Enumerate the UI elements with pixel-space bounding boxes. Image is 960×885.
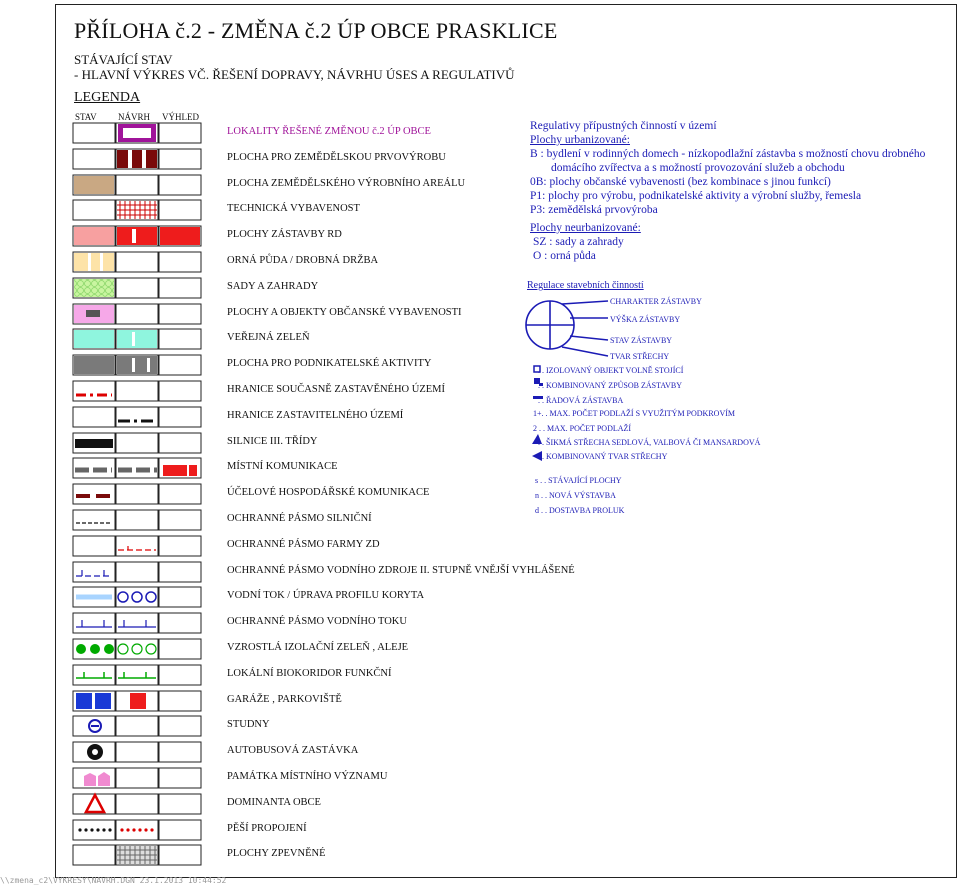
legend-label: LOKÁLNÍ BIOKORIDOR FUNKČNÍ [227, 668, 392, 679]
legend-label: MÍSTNÍ KOMUNIKACE [227, 461, 338, 472]
file-path-footer: \\zmena_c2\VYKRESY\NAVRH.DGN 23.1.2013 10:44:52 [0, 876, 227, 885]
legend-symbol-box [159, 768, 201, 788]
legend-symbol-box [159, 175, 201, 195]
legend-symbol-box [159, 716, 201, 736]
legend-label: VODNÍ TOK / ÚPRAVA PROFILU KORYTA [227, 590, 425, 601]
legend-symbol-box [116, 562, 158, 582]
legend-label: GARÁŽE , PARKOVIŠTĚ [227, 694, 342, 705]
legend-symbol-box [116, 665, 158, 685]
legend-label: STUDNY [227, 719, 270, 730]
regulation-item-combined-roof: . . KOMBINOVANÝ TVAR STŘECHY [538, 452, 668, 461]
legend-symbol-box [159, 200, 201, 220]
column-header-stav: STAV [75, 112, 97, 122]
regulation-item-pitched-roof: . . ŠIKMÁ STŘECHA SEDLOVÁ, VALBOVÁ ČI MANSARDOVÁ [538, 438, 761, 447]
legend-label: PLOCHY A OBJEKTY OBČANSKÉ VYBAVENOSTI [227, 307, 462, 318]
legend-label: LOKALITY ŘEŠENÉ ZMĚNOU č.2 ÚP OBCE [227, 126, 431, 137]
legend-symbol-box [116, 433, 158, 453]
regulation-item-new: n . . NOVÁ VÝSTAVBA [535, 491, 616, 500]
legend-symbol-box [159, 433, 201, 453]
legend-label: PLOCHA PRO PODNIKATELSKÉ AKTIVITY [227, 358, 432, 369]
legend-symbol-box [159, 252, 201, 272]
regulativ-line: SZ : sady a zahrady [533, 236, 624, 248]
legend-symbol-box [159, 510, 201, 530]
legend-symbol-box [159, 149, 201, 169]
legend-symbol-box [116, 768, 158, 788]
legend-label: OCHRANNÉ PÁSMO VODNÍHO TOKU [227, 616, 407, 627]
legend-label: HRANICE ZASTAVITELNÉHO ÚZEMÍ [227, 410, 404, 421]
circle-label-character: CHARAKTER ZÁSTAVBY [610, 297, 702, 306]
legend-label: VEŘEJNÁ ZELEŇ [227, 332, 310, 343]
legend-symbol-box [159, 845, 201, 865]
legend-label: VZROSTLÁ IZOLAČNÍ ZELEŇ , ALEJE [227, 642, 409, 653]
regulation-item-isolated: . . IZOLOVANÝ OBJEKT VOLNĚ STOJÍCÍ [538, 366, 684, 375]
legend-symbol-box [116, 587, 158, 607]
legend-label: PĚŠÍ PROPOJENÍ [227, 823, 307, 834]
legend-symbol-box [73, 123, 115, 143]
regulativ-line: 0B: plochy občanské vybavenosti (bez kombinace s jinou funkcí) [530, 176, 831, 188]
legend-symbol-box [73, 381, 115, 401]
legend-symbol-box [159, 407, 201, 427]
legend-symbol-box [116, 716, 158, 736]
regulation-item-infill: d . . DOSTAVBA PROLUK [535, 506, 625, 515]
legend-label: PLOCHA PRO ZEMĚDĚLSKOU PRVOVÝROBU [227, 152, 446, 163]
legend-label: PAMÁTKA MÍSTNÍHO VÝZNAMU [227, 771, 388, 782]
legend-symbol-box [159, 381, 201, 401]
regulation-circle-diagram [520, 292, 620, 362]
legend-symbol-box [73, 149, 115, 169]
legend-symbol-box [159, 329, 201, 349]
legend-symbol-box [73, 407, 115, 427]
regulation-item-max-attic: 1+. . MAX. POČET PODLAŽÍ S VYUŽITÝM PODKROVÍM [533, 409, 736, 418]
legend-symbol-box [159, 536, 201, 556]
legend-symbol-box [159, 123, 201, 143]
legend-symbol-box [116, 278, 158, 298]
legend-symbol-box [159, 304, 201, 324]
legend-symbol-box [159, 613, 201, 633]
legend-label: TECHNICKÁ VYBAVENOST [227, 203, 360, 214]
subtitle-current-state: STÁVAJÍCÍ STAV [74, 52, 173, 67]
legend-label: SILNICE III. TŘÍDY [227, 436, 318, 447]
legend-symbol-box [159, 278, 201, 298]
legend-label: SADY A ZAHRADY [227, 281, 319, 292]
legend-symbol-box [116, 175, 158, 195]
column-header-navrh: NÁVRH [118, 112, 151, 122]
legend-symbol-box [73, 665, 115, 685]
legend-label: ÚČELOVÉ HOSPODÁŘSKÉ KOMUNIKACE [227, 487, 430, 498]
legend-symbol-box [116, 407, 158, 427]
legend-symbol-box [159, 484, 201, 504]
regulace-heading: Regulace stavebních činností [527, 280, 644, 291]
legend-symbol-box [159, 639, 201, 659]
regulativ-line: B : bydlení v rodinných domech - nízkopodlažní zástavba s možností chovu drobného [530, 148, 926, 160]
legend-symbol-box [116, 794, 158, 814]
legend-symbol-box [73, 510, 115, 530]
legend-label: PLOCHY ZÁSTAVBY RD [227, 229, 342, 240]
regulation-item-row: . . ŘADOVÁ ZÁSTAVBA [538, 396, 624, 405]
legend-symbol-box [159, 794, 201, 814]
urbanized-heading: Plochy urbanizované: [530, 134, 630, 146]
legend-heading: LEGENDA [74, 90, 141, 105]
circle-label-height: VÝŠKA ZÁSTAVBY [610, 315, 681, 324]
legend-symbol-box [73, 536, 115, 556]
legend-label: ORNÁ PŮDA / DROBNÁ DRŽBA [227, 255, 379, 266]
legend-symbol-box [116, 484, 158, 504]
regulation-item-combined: . . KOMBINOVANÝ ZPŮSOB ZÁSTAVBY [538, 381, 682, 390]
legend-label: OCHRANNÉ PÁSMO SILNIČNÍ [227, 513, 372, 524]
legend-symbols [0, 0, 210, 870]
legend-symbol-box [159, 820, 201, 840]
legend-symbol-box [159, 691, 201, 711]
legend-symbol-box [116, 304, 158, 324]
circle-label-roof: TVAR STŘECHY [610, 352, 670, 361]
legend-symbol-box [159, 742, 201, 762]
circle-label-state: STAV ZÁSTAVBY [610, 336, 673, 345]
legend-label: OCHRANNÉ PÁSMO VODNÍHO ZDROJE II. STUPNĚ VNĚJŠÍ VYHLÁŠENÉ [227, 565, 575, 576]
column-header-vyhled: VÝHLED [162, 112, 199, 122]
legend-symbol-box [73, 613, 115, 633]
legend-symbol-box [116, 536, 158, 556]
legend-symbol-box [116, 510, 158, 530]
legend-symbol-box [159, 665, 201, 685]
regulativ-line: domácího zvířectva a s možností provozování služeb a obchodu [551, 162, 845, 174]
legend-label: PLOCHA ZEMĚDĚLSKÉHO VÝROBNÍHO AREÁLU [227, 178, 466, 189]
legend-symbol-box [116, 252, 158, 272]
regulativy-heading: Regulativy přípustných činností v území [530, 120, 717, 132]
legend-symbol-box [159, 587, 201, 607]
regulation-item-max-floors: 2 . . MAX. POČET PODLAŽÍ [533, 424, 632, 433]
legend-symbol-box [73, 200, 115, 220]
legend-label: AUTOBUSOVÁ ZASTÁVKA [227, 745, 359, 756]
legend-label: DOMINANTA OBCE [227, 797, 321, 808]
document-title: PŘÍLOHA č.2 - ZMĚNA č.2 ÚP OBCE PRASKLICE [74, 18, 558, 43]
legend-symbol-box [159, 562, 201, 582]
legend-symbol-box [73, 845, 115, 865]
legend-symbol-box [73, 562, 115, 582]
regulativ-line: P1: plochy pro výrobu, podnikatelské aktivity a výrobní služby, řemesla [530, 190, 862, 202]
legend-symbol-box [116, 381, 158, 401]
subtitle-main-drawing: - HLAVNÍ VÝKRES VČ. ŘEŠENÍ DOPRAVY, NÁVRHU ÚSES A REGULATIVŮ [74, 67, 515, 82]
legend-label: PLOCHY ZPEVNĚNÉ [227, 848, 326, 859]
legend-symbol-box [159, 355, 201, 375]
regulativ-line: P3: zemědělská prvovýroba [530, 204, 658, 216]
regulation-item-existing: s . . STÁVAJÍCÍ PLOCHY [535, 476, 622, 485]
legend-label: OCHRANNÉ PÁSMO FARMY ZD [227, 539, 380, 550]
regulativ-line: O : orná půda [533, 250, 596, 262]
legend-symbol-box [116, 742, 158, 762]
nonurbanized-heading: Plochy neurbanizované: [530, 222, 641, 234]
legend-label: HRANICE SOUČASNĚ ZASTAVĚNÉHO ÚZEMÍ [227, 384, 446, 395]
legend-symbol-box [116, 613, 158, 633]
legend-symbol-box [116, 639, 158, 659]
